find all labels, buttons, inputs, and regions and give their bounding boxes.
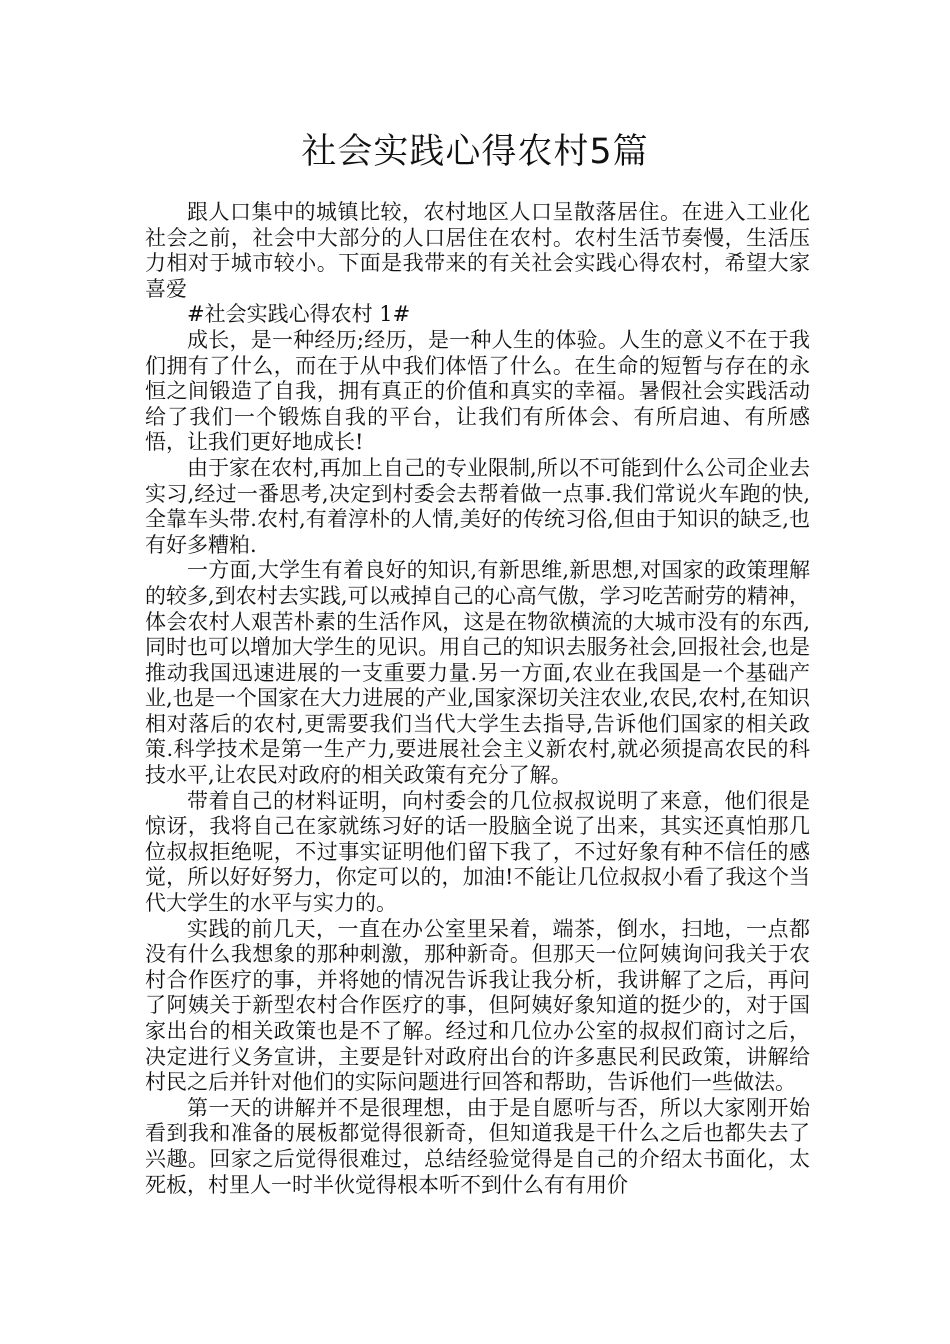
document-title: 社会实践心得农村5篇	[301, 132, 649, 172]
intro-paragraph: 跟人口集中的城镇比较，农村地区人口呈散落居住。在进入工业化社会之前，社会中大部分的人口居住在农村。农村生活节奏慢，生活压力相对于城市较小。下面是我带来的有关社会实践心得农村，希望大家喜爱	[145, 200, 810, 301]
body-paragraph: 成长，是一种经历;经历，是一种人生的体验。人生的意义不在于我们拥有了什么，而在于从中我们体悟了什么。在生命的短暂与存在的永恒之间锻造了自我，拥有真正的价值和真实的幸福。暑假社会实践活动给了我们一个锻炼自我的平台，让我们有所体会、有所启迪、有所感悟，让我们更好地成长!	[145, 327, 810, 455]
body-paragraph: 由于家在农村,再加上自己的专业限制,所以不可能到什么公司企业去实习,经过一番思考,决定到村委会去帮着做一点事.我们常说火车跑的快,全靠车头带.农村,有着淳朴的人情,美好的传统习俗,但由于知识的缺乏,也有好多糟粕.	[145, 455, 810, 557]
section-heading: #社会实践心得农村 1#	[187, 302, 411, 327]
body-paragraph: 一方面,大学生有着良好的知识,有新思维,新思想,对国家的政策理解的较多,到农村去实践,可以戒掉自己的心高气傲，学习吃苦耐劳的精神，体会农村人艰苦朴素的生活作风，这是在物欲横流的大城市没有的东西,同时也可以增加大学生的见识。用自己的知识去服务社会,回报社会,也是推动我国迅速进展的一支重要力量.另一方面,农业在我国是一个基础产业,也是一个国家在大力进展的产业,国家深切关注农业,农民,农村,在知识相对落后的农村,更需要我们当代大学生去指导,告诉他们国家的相关政策.科学技术是第一生产力,要进展社会主义新农村,就必须提高农民的科技水平,让农民对政府的相关政策有充分了解。	[145, 558, 810, 788]
body-paragraph: 第一天的讲解并不是很理想，由于是自愿听与否，所以大家刚开始看到我和准备的展板都觉得很新奇，但知道我是干什么之后也都失去了兴趣。回家之后觉得很难过，总结经验觉得是自己的介绍太书面化，太死板，村里人一时半伙觉得根本听不到什么有有用价	[145, 1095, 810, 1197]
body-paragraph: 带着自己的材料证明，向村委会的几位叔叔说明了来意，他们很是惊讶，我将自己在家就练习好的话一股脑全说了出来，其实还真怕那几位叔叔拒绝呢，不过事实证明他们留下我了，不过好象有种不信任的感觉，所以好好努力，你定可以的，加油!不能让几位叔叔小看了我这个当代大学生的水平与实力的。	[145, 788, 810, 916]
body-paragraph: 实践的前几天，一直在办公室里呆着，端茶，倒水，扫地，一点都没有什么我想象的那种刺激，那种新奇。但那天一位阿姨询问我关于农村合作医疗的事，并将她的情况告诉我让我分析，我讲解了之后，再问了阿姨关于新型农村合作医疗的事，但阿姨好象知道的挺少的，对于国家出台的相关政策也是不了解。经过和几位办公室的叔叔们商讨之后，决定进行义务宣讲，主要是针对政府出台的许多惠民利民政策，讲解给村民之后并针对他们的实际问题进行回答和帮助，告诉他们一些做法。	[145, 916, 810, 1095]
document-body	[145, 200, 810, 1198]
